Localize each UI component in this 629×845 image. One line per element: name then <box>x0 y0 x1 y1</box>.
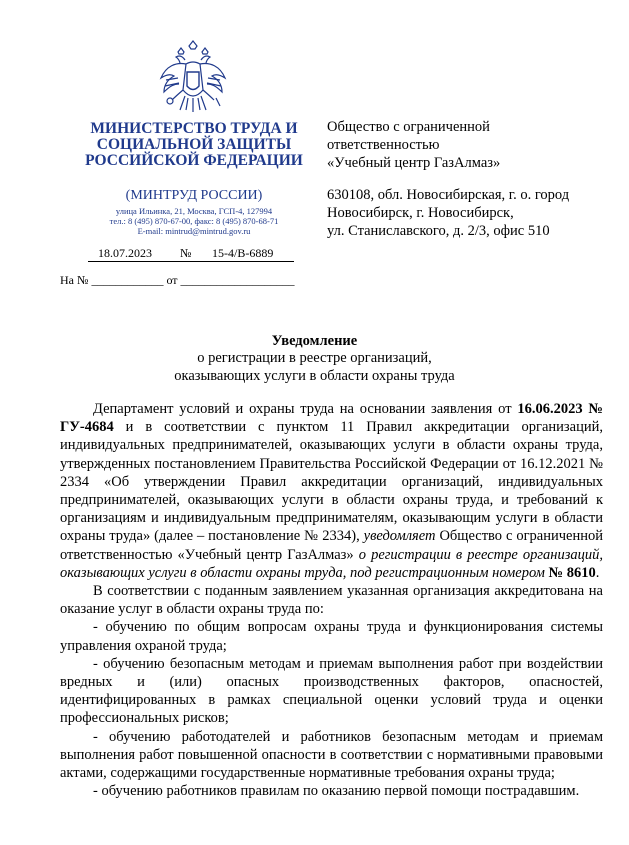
ministry-email: E-mail: mintrud@mintrud.gov.ru <box>137 226 251 236</box>
service-item: - обучению по общим вопросам охраны труда и функционирования системы управления охраной труда; <box>60 619 603 654</box>
coat-of-arms-emblem <box>158 40 228 118</box>
registration-underline <box>88 261 294 262</box>
notice-subtitle: оказывающих услуги в области охраны труда <box>174 368 455 384</box>
recipient-org-line: «Учебный центр ГазАлмаз» <box>327 155 501 171</box>
registry-number: № 8610 <box>544 564 596 581</box>
notice-title: Уведомление <box>271 333 358 349</box>
registration-no-label: № <box>180 246 192 260</box>
reference-line: На № ____________ от ___________________ <box>60 273 295 287</box>
ministry-title: МИНИСТЕРСТВО ТРУДА И СОЦИАЛЬНОЙ ЗАЩИТЫ РОССИЙСКОЙ ФЕДЕРАЦИИ <box>85 120 303 169</box>
service-item: - обучению работников правилам по оказанию первой помощи пострадавшим. <box>93 783 580 800</box>
ministry-phones: тел.: 8 (495) 870-67-00, факс: 8 (495) 870-68-71 <box>109 216 279 226</box>
notice-subtitle: о регистрации в реестре организаций, <box>197 350 432 366</box>
recipient-address-line: Новосибирск, г. Новосибирск, <box>327 205 514 221</box>
ministry-short-name: (МИНТРУД РОССИИ) <box>125 188 263 203</box>
registration-date: 18.07.2023 <box>98 246 152 260</box>
recipient-block <box>327 118 617 240</box>
ministry-address: улица Ильинка, 21, Москва, ГСП-4, 127994 <box>115 206 273 216</box>
registration-number: 15-4/В-6889 <box>212 246 274 260</box>
recipient-address-line: 630108, обл. Новосибирская, г. о. город <box>327 187 570 203</box>
ministry-contacts <box>60 206 328 236</box>
registry-statement: о регистрации в реестре организаций, оказывающих услуги в области охраны труда, под регистрационным номером <box>60 546 603 581</box>
application-reference: 16.06.2023 № ГУ-4684 <box>60 401 603 436</box>
notify-verb: уведомляет <box>363 528 436 545</box>
recipient-address-line: ул. Станиславского, д. 2/3, офис 510 <box>327 223 550 239</box>
service-item: - обучению безопасным методам и приемам выполнения работ при воздействии вредных и (или) опасных производственных факторов, опасностей, идентифицированных в рамках специальной оценки условий труда и оценки профессиональных рисков; <box>60 655 603 727</box>
service-item: - обучению работодателей и работников безопасным методам и приемам выполнения работ повышенной опасности в соответствии с нормативными правовыми актами, содержащими государственные нормативные требования охраны труда; <box>60 728 603 782</box>
body-paragraph: Департамент условий и охраны труда на основании заявления от 16.06.2023 № ГУ-4684 и в соответствии с пунктом 11 Правил аккредитации организаций, индивидуальных предпринимателей, оказывающих услуги в области охраны труда, утвержденных постановлением Правительства Российской Федерации от 16.12.2021 № 2334 «Об утверждении Правил аккредитации организаций, индивидуальных предпринимателей, оказывающих услуги в области охраны труда, и требований к организациям и индивидуальным предпринимателям, оказывающим услуги в области охраны труда» (далее – постановление № 2334), уведомляет Общество с ограниченной ответственностью «Учебный центр ГазАлмаз» о регистрации в реестре организаций, оказывающих услуги в области охраны труда, под регистрационным номером № 8610. <box>60 401 604 581</box>
body-paragraph: В соответствии с поданным заявлением указанная организация аккредитована на оказание услуг в области охраны труда по: <box>60 583 603 618</box>
recipient-org-line: ответственностью <box>327 137 440 153</box>
recipient-org-line: Общество с ограниченной <box>327 119 490 135</box>
notice-body <box>60 400 603 800</box>
